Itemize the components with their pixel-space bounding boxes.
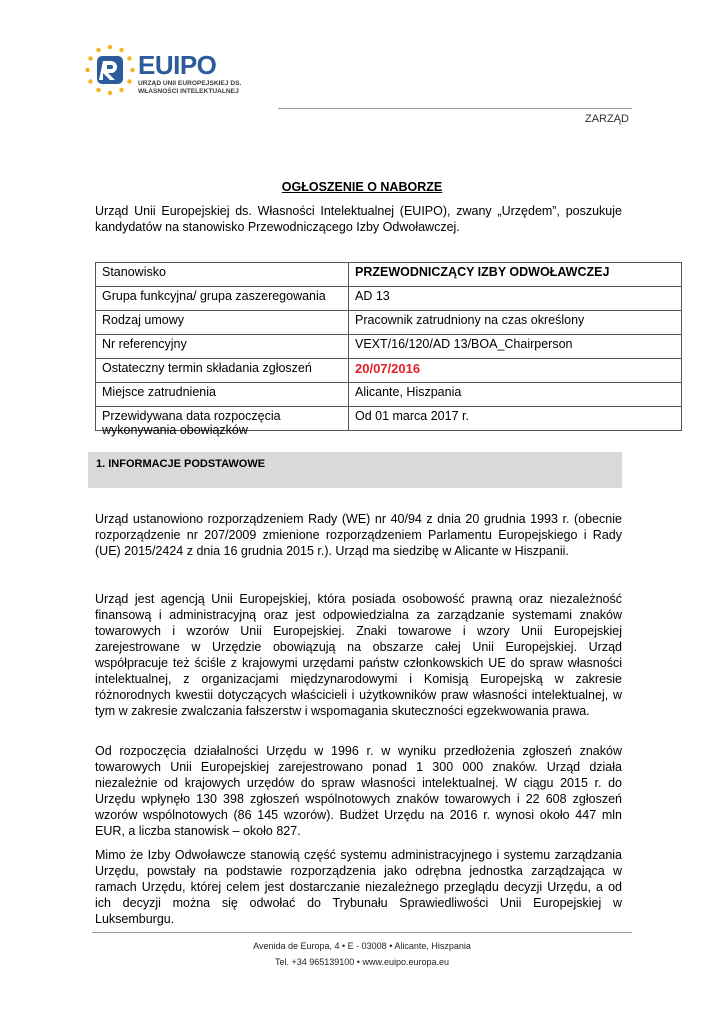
row-value: Pracownik zatrudniony na czas określony [349,311,682,335]
row-label-text: Przewidywana data rozpoczęcia wykonywania obowiązków [102,409,281,437]
row-label: Stanowisko [96,263,349,287]
euipo-wordmark: EUIPO [138,50,217,80]
table-row [96,263,682,287]
paragraph-1: Urząd ustanowiono rozporządzeniem Rady (WE) nr 40/94 z dnia 20 grudnia 1993 r. (obecnie rozporządzenie nr 207/2009 zmienione rozporządzeniem Parlamentu Europejskiego i Rady (UE) 2015/2424 z dnia 16 grudnia 2015 r.). Urząd ma siedzibę w Alicante w Hiszpanii. [95,512,622,558]
table-row [96,287,682,311]
footer-contact: Tel. +34 965139100 • www.euipo.europa.eu [274,957,450,967]
footer-address: Avenida de Europa, 4 • E - 03008 • Alicante, Hiszpania [253,941,471,951]
logo-subtitle-line1: URZĄD UNII EUROPEJSKIEJ DS. [138,80,242,87]
row-value: AD 13 [349,287,682,311]
row-value: Od 01 marca 2017 r. [349,407,682,431]
paragraph-4: Mimo że Izby Odwoławcze stanowią część systemu administracyjnego i systemu zarządzania Urzędu, powstały na podstawie rozporządzenia jako odrębna jednostka zarządzająca w ramach Urzędu, której celem jest dostarczanie niezależnego przeglądu decyzji Urzędu, a od ich decyzji można się odwołać do Trybunału Sprawiedliwości Unii Europejskiej w Luksemburgu. [95,848,622,926]
department-label: ZARZĄD [585,113,629,125]
intro-paragraph: Urząd Unii Europejskiej ds. Własności Intelektualnej (EUIPO), zwany „Urzędem”, poszukuje kandydatów na stanowisko Przewodniczącego Izby Odwoławczej. [95,204,622,234]
header-divider [278,108,632,109]
row-label: Rodzaj umowy [96,311,349,335]
logo-subtitle-line2: WŁASNOŚCI INTELEKTUALNEJ [138,88,239,95]
deadline-value [349,359,682,383]
table-row [96,311,682,335]
page-title: OGŁOSZENIE O NABORZE [281,180,443,194]
row-value: VEXT/16/120/AD 13/BOA_Chairperson [349,335,682,359]
section-heading-bar [88,452,622,488]
row-label: Nr referencyjny [96,335,349,359]
footer-divider [92,932,632,933]
euipo-logo [82,42,262,98]
table-row [96,359,682,383]
table-row [96,407,682,431]
row-value: Alicante, Hiszpania [349,383,682,407]
row-label [96,407,349,437]
paragraph-3: Od rozpoczęcia działalności Urzędu w 1996 r. w wyniku przedłożenia zgłoszeń znaków towarowych Unii Europejskiej zarejestrowano ponad 1 300 000 znaków. Urząd działa niezależnie od krajowych urzędów do spraw własności intelektualnej. W ciągu 2015 r. do Urzędu wpłynęło 130 398 zgłoszeń wspólnotowych znaków towarowych i 22 608 zgłoszeń wzorów wspólnotowych (86 145 wzorów). Budżet Urzędu na 2016 r. wynosi około 447 mln EUR, a liczba stanowisk – około 827. [95,744,622,838]
row-value: PRZEWODNICZĄCY IZBY ODWOŁAWCZEJ [349,263,682,287]
row-label: Miejsce zatrudnienia [96,383,349,407]
vacancy-details-table [95,262,682,437]
logo-subtitle [138,80,268,96]
paragraph-2: Urząd jest agencją Unii Europejskiej, która posiada osobowość prawną oraz niezależność finansową i administracyjną oraz jest odpowiedzialna za zarządzanie systemami znaków towarowych i wzorów Unii Europejskiej. Znaki towarowe i wzory Unii Europejskiej zarejestrowane w Urzędzie obowiązują na obszarze całej Unii Europejskiej. Urząd współpracuje też ściśle z krajowymi urzędami państw członkowskich UE do spraw własności intelektualnej, z organizacjami międzynarodowymi i Komisją Europejską w zakresie różnorodnych kwestii dotyczących właścicieli i użytkowników praw własności intelektualnej, w tym w zakresie zwalczania fałszerstw i wspomagania skuteczności egzekwowania prawa. [95,592,622,718]
page-footer [0,938,724,970]
deadline-date: 20/07/2016 [355,361,421,376]
row-label: Grupa funkcyjna/ grupa zaszeregowania [96,287,349,311]
table-row [96,383,682,407]
row-label: Ostateczny termin składania zgłoszeń [96,359,349,383]
table-row [96,335,682,359]
euipo-emblem-icon [82,42,138,98]
section-heading: 1. INFORMACJE PODSTAWOWE [96,458,266,470]
